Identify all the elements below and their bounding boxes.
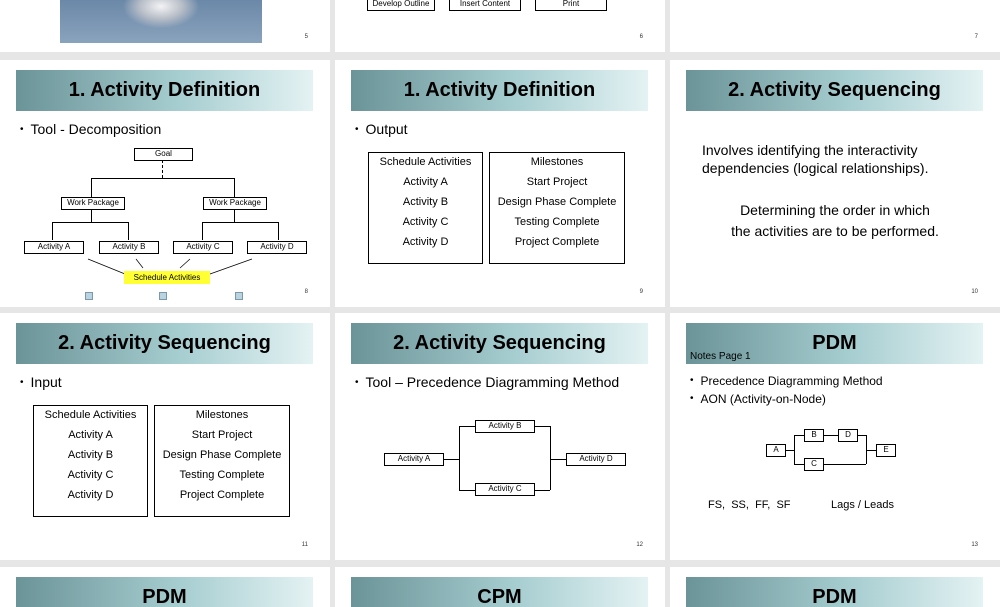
- connector: [794, 464, 804, 465]
- page-number: 10: [971, 289, 978, 295]
- node-e: E: [876, 444, 896, 457]
- handle-square: [235, 292, 243, 300]
- connector: [823, 464, 866, 465]
- slide-thumbnail-6[interactable]: [335, 0, 665, 52]
- schedule-activities-table: [33, 405, 148, 517]
- cloud-photo: [60, 0, 262, 43]
- insert-content-box: Insert Content: [449, 0, 521, 11]
- slide-thumbnail-16[interactable]: [670, 567, 1000, 607]
- bullet-text: • Tool - Decomposition: [20, 121, 161, 137]
- activity-b-node: Activity B: [475, 420, 535, 433]
- slide-thumbnail-13[interactable]: [670, 313, 1000, 560]
- notes-page-label: Notes Page 1: [690, 351, 751, 362]
- slide-thumbnail-7[interactable]: [670, 0, 1000, 52]
- table-cell: Activity A: [403, 176, 448, 188]
- activity-c-node: Activity C: [475, 483, 535, 496]
- node-b: B: [804, 429, 824, 442]
- slide-title: PDM: [812, 332, 857, 354]
- bullet-text: • Tool – Precedence Diagramming Method: [355, 374, 619, 390]
- handle-square: [85, 292, 93, 300]
- connector: [459, 426, 475, 427]
- table-header: Milestones: [195, 409, 249, 421]
- slide-title: PDM: [812, 586, 857, 607]
- title-banner: [351, 577, 648, 607]
- relationship-types: FS, SS, FF, SF: [708, 499, 791, 511]
- activity-a-node: Activity A: [384, 453, 444, 466]
- table-cell: Design Phase Complete: [497, 196, 617, 208]
- activity-box: Activity C: [173, 241, 233, 254]
- slide-title: PDM: [142, 586, 187, 607]
- activity-box: Activity B: [99, 241, 159, 254]
- activity-box: Activity D: [247, 241, 307, 254]
- bullet-text: • Precedence Diagramming Method: [690, 374, 883, 388]
- title-banner: [16, 323, 313, 364]
- connector: [550, 426, 551, 490]
- page-number: 6: [639, 34, 643, 40]
- handle-square: [159, 292, 167, 300]
- slide-title: 2. Activity Sequencing: [728, 79, 941, 101]
- bullet-text: • AON (Activity-on-Node): [690, 392, 826, 406]
- paragraph-line: the activities are to be performed.: [731, 223, 939, 239]
- goal-box: Goal: [134, 148, 193, 161]
- milestones-table: [154, 405, 290, 517]
- connector: [794, 435, 804, 436]
- print-box: Print: [535, 0, 607, 11]
- table-cell: Activity C: [67, 469, 114, 481]
- schedule-activities-callout: Schedule Activities: [124, 271, 210, 284]
- connector: [459, 490, 475, 491]
- work-package-box: Work Package: [61, 197, 125, 210]
- page-number: 13: [971, 542, 978, 548]
- table-cell: Design Phase Complete: [162, 449, 282, 461]
- page-number: 9: [639, 289, 643, 295]
- node-c: C: [804, 458, 824, 471]
- connector: [785, 450, 794, 451]
- table-cell: Activity C: [402, 216, 449, 228]
- connector: [550, 459, 566, 460]
- page-number: 5: [304, 34, 308, 40]
- slide-thumbnail-10[interactable]: [670, 60, 1000, 307]
- slide-title: 2. Activity Sequencing: [58, 332, 271, 354]
- bullet-text: • Input: [20, 374, 62, 390]
- connector: [857, 435, 866, 436]
- slide-thumbnail-5[interactable]: [0, 0, 330, 52]
- table-cell: Testing Complete: [179, 469, 265, 481]
- connector: [534, 490, 550, 491]
- slide-title: 1. Activity Definition: [403, 79, 596, 101]
- table-header: Schedule Activities: [379, 156, 472, 168]
- page-number: 11: [301, 542, 308, 548]
- slide-title: 2. Activity Sequencing: [393, 332, 606, 354]
- connector: [459, 426, 460, 490]
- activity-d-node: Activity D: [566, 453, 626, 466]
- page-number: 7: [974, 34, 978, 40]
- connector: [534, 426, 550, 427]
- connector: [794, 435, 795, 464]
- bullet-text: • Output: [355, 121, 408, 137]
- table-cell: Activity D: [67, 489, 114, 501]
- page-number: 8: [304, 289, 308, 295]
- table-cell: Activity A: [68, 429, 113, 441]
- paragraph-line: Involves identifying the interactivity: [702, 142, 918, 158]
- slide-thumbnail-11[interactable]: [0, 313, 330, 560]
- title-banner: [351, 70, 648, 111]
- node-a: A: [766, 444, 786, 457]
- slide-thumbnail-14[interactable]: [0, 567, 330, 607]
- table-cell: Start Project: [526, 176, 588, 188]
- table-cell: Activity B: [67, 449, 114, 461]
- connector: [443, 459, 459, 460]
- table-cell: Activity D: [402, 236, 449, 248]
- paragraph-line: dependencies (logical relationships).: [702, 160, 929, 176]
- milestones-table: [489, 152, 625, 264]
- table-header: Milestones: [530, 156, 584, 168]
- paragraph-line: Determining the order in which: [740, 202, 930, 218]
- slide-thumbnail-15[interactable]: [335, 567, 665, 607]
- title-banner: [686, 577, 983, 607]
- title-banner: [16, 577, 313, 607]
- activity-box: Activity A: [24, 241, 84, 254]
- table-cell: Project Complete: [514, 236, 600, 248]
- slide-title: 1. Activity Definition: [68, 79, 261, 101]
- connector: [866, 450, 876, 451]
- connector: [823, 435, 838, 436]
- callout-arrows: [0, 60, 330, 307]
- node-d: D: [838, 429, 858, 442]
- title-banner: [351, 323, 648, 364]
- slide-title: CPM: [477, 586, 522, 607]
- table-header: Schedule Activities: [44, 409, 137, 421]
- table-cell: Start Project: [191, 429, 253, 441]
- lags-leads: Lags / Leads: [831, 499, 894, 511]
- table-cell: Project Complete: [179, 489, 265, 501]
- table-cell: Activity B: [402, 196, 449, 208]
- table-cell: Testing Complete: [514, 216, 600, 228]
- slide-thumbnail-9[interactable]: [335, 60, 665, 307]
- slide-thumbnail-12[interactable]: [335, 313, 665, 560]
- work-package-box: Work Package: [203, 197, 267, 210]
- title-banner: [686, 70, 983, 111]
- page-number: 12: [636, 542, 643, 548]
- slide-thumbnail-8[interactable]: [0, 60, 330, 307]
- develop-outline-box: Develop Outline: [367, 0, 435, 11]
- schedule-activities-table: [368, 152, 483, 264]
